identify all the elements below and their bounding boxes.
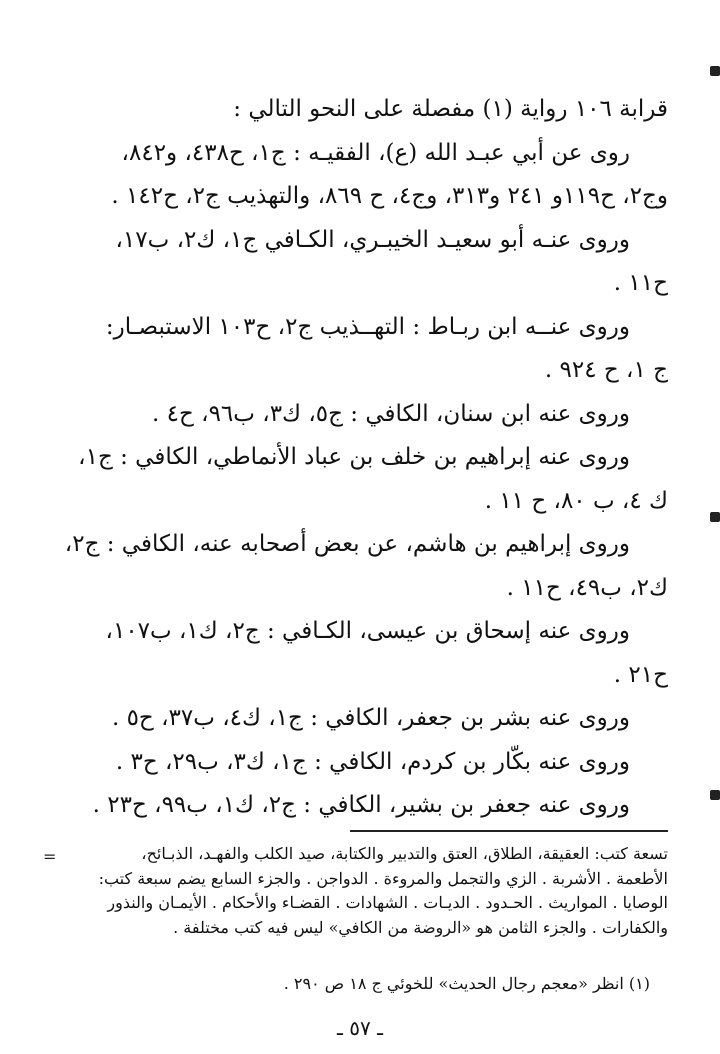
text-line: وروى عنــه ابن ربـاط : التهــذيب ج٢، ح١٠٣ الاستبصـار:: [105, 313, 630, 340]
continued-note: [58, 842, 668, 940]
text-line: وروى عنـه أبو سعيـد الخيبـري، الكـافي ج١، ك٢، ب١٧،: [115, 226, 630, 253]
note-line: الأطعمة . الأشربة . الزي والتجمل والمروءة . الدواجن . والجزء السابع يضم سبعة كتب:: [98, 868, 668, 888]
text-line: وروى عنه جعفر بن بشير، الكافي : ج٢، ك١، ب٩٩، ح٢٣ .: [92, 792, 630, 818]
text-line: وروى عنه ابن سنان، الكافي : ج٥، ك٣، ب٩٦، ح٤ .: [152, 400, 630, 427]
text-line: قرابة ١٠٦ رواية (١) مفصلة على النحو التالي :: [233, 96, 668, 122]
note-line: تسعة كتب: العقيقة، الطلاق، العتق والتدبير والكتابة، صيد الكلب والفهـد، الذبـائح،: [141, 844, 668, 863]
text-line: وج٢، ح١١٩و ٢٤١ و٣١٣، وج٤، ح ٨٦٩، والتهذيب ج٢، ح١٤٢ .: [111, 183, 668, 209]
text-line: روى عن أبي عبـد الله (ع)، الفقيـه : ج١، ح٤٣٨، و٨٤٢،: [121, 139, 630, 166]
text-line: وروى عنه إبراهيم بن خلف بن عباد الأنماطي، الكافي : ج١،: [78, 444, 630, 470]
text-line: وروى إبراهيم بن هاشم، عن بعض أصحابه عنه، الكافي : ج٢،: [64, 531, 630, 557]
text-line: ح١١ .: [613, 270, 668, 296]
text-line: ك ٤، ب ٨٠، ح ١١ .: [484, 487, 668, 514]
margin-mark: [710, 66, 720, 76]
page-number: ـ ٥٧ ـ: [337, 1016, 383, 1040]
text-line: وروى عنه بكّار بن كردم، الكافي : ج١، ك٣، ب٢٩، ح٣ .: [115, 748, 630, 775]
text-line: وروى عنه بشر بن جعفر، الكافي : ج١، ك٤، ب٣٧، ح٥ .: [111, 705, 630, 731]
note-line: والكفارات . والجزء الثامن هو «الروضة من الكافي» ليس فيه كتب مختلفة .: [173, 917, 668, 937]
text-line: ح٢١ .: [613, 661, 668, 688]
text-line: ك٢، ب٤٩، ح١١ .: [506, 574, 668, 601]
text-line: وروى عنه إسحاق بن عيسى، الكـافي : ج٢، ك١، ب١٠٧،: [105, 618, 630, 644]
main-text: [64, 88, 668, 828]
text-line: ج ١، ح ٩٢٤ .: [544, 357, 668, 383]
footnote-divider: [350, 830, 668, 832]
margin-mark: [710, 790, 720, 800]
note-line: الوصايا . المواريث . الحـدود . الديـات . الشهادات . القضـاء والأحكام . الأيمـان والنذور: [107, 893, 668, 912]
margin-mark: [710, 512, 720, 522]
footnote: (١) انظر «معجم رجال الحديث» للخوئي ج ١٨ ص ٢٩٠ .: [283, 974, 650, 993]
continuation-mark: =: [43, 847, 57, 866]
